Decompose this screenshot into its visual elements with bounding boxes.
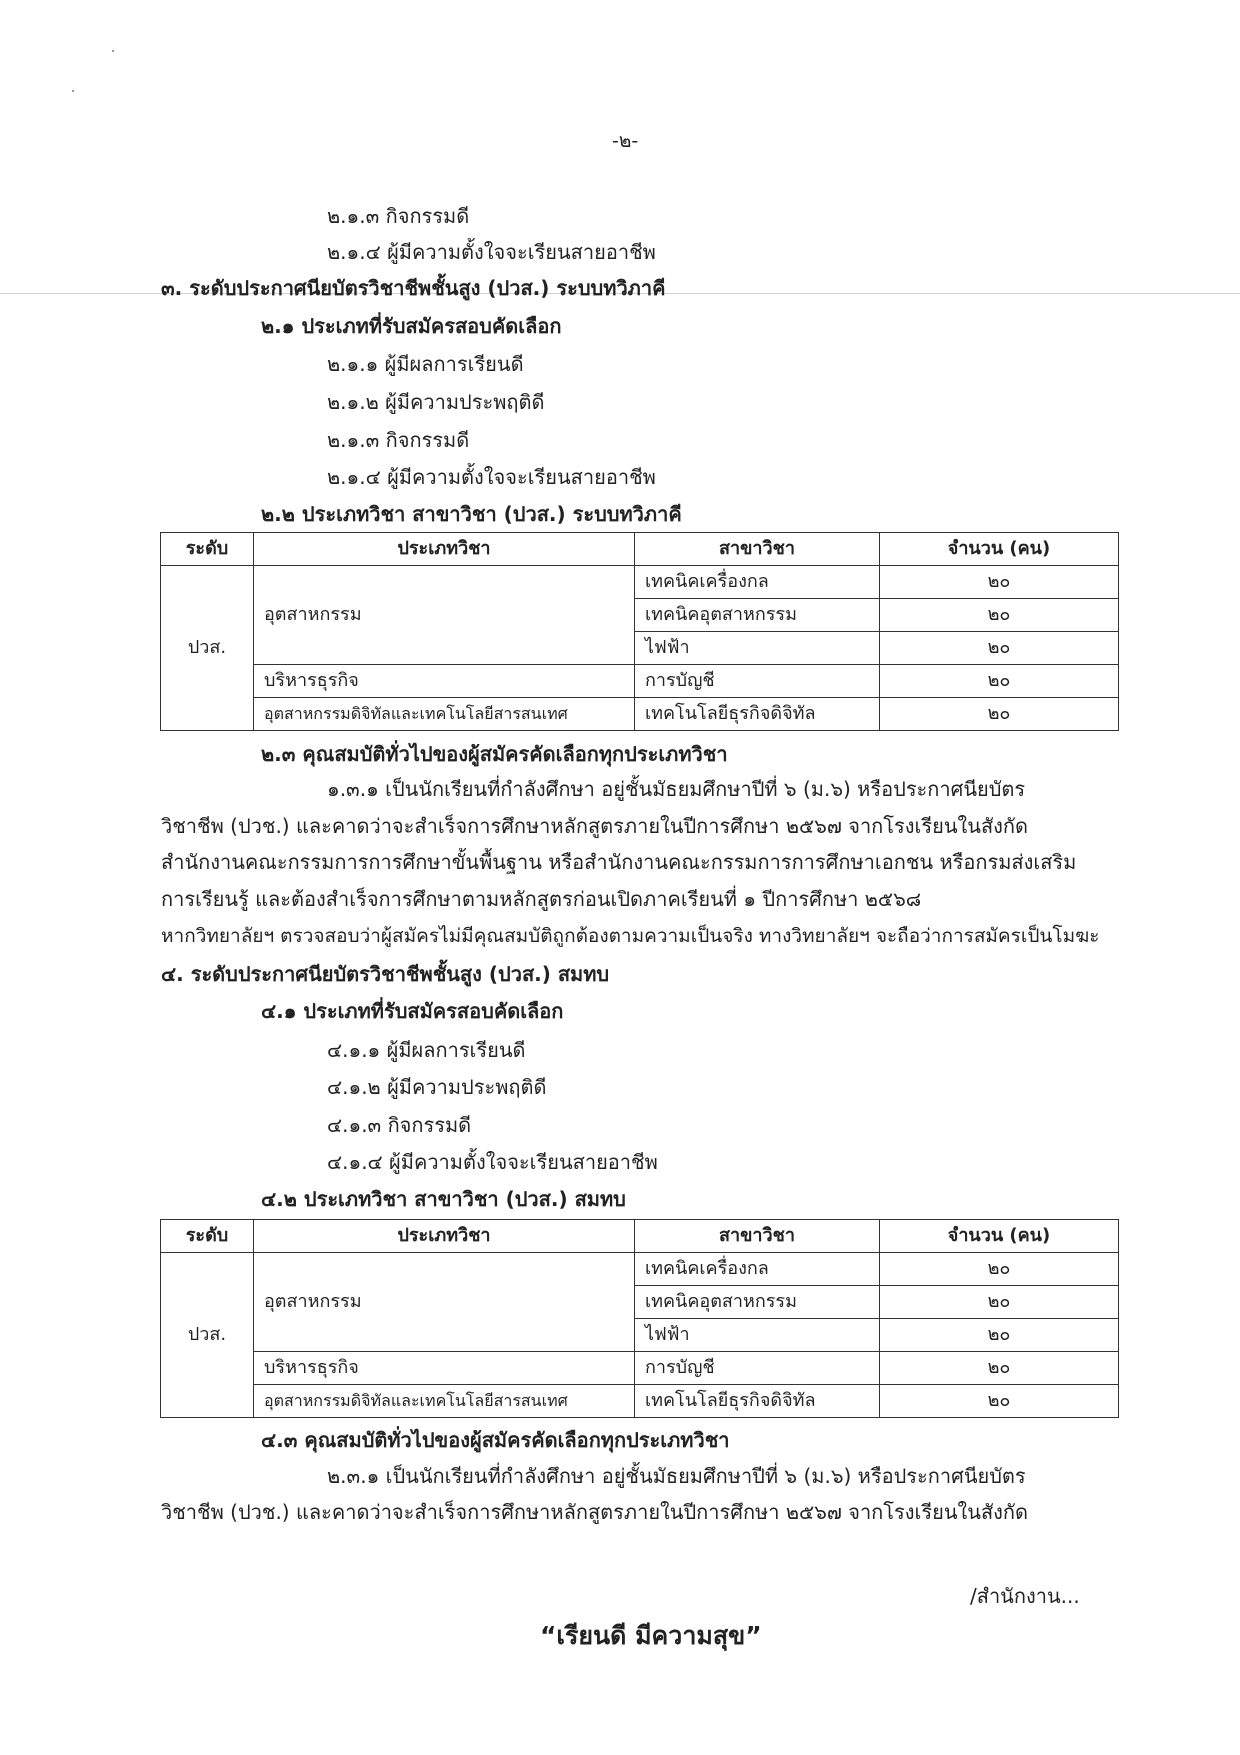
continuation-note: /สำนักงาน... — [970, 1584, 1080, 1608]
scan-speck — [112, 50, 114, 52]
table-header-row — [161, 1220, 1119, 1253]
type-cell: อุตสาหกรรมดิจิทัลและเทคโนโลยีสารสนเทศ — [254, 698, 635, 731]
program-table — [160, 1219, 1119, 1418]
list-item: ๒.๑.๔ ผู้มีความตั้งใจจะเรียนสายอาชีพ — [327, 465, 656, 489]
header-cell: ระดับ — [161, 1220, 254, 1253]
branch-cell: เทคโนโลยีธุรกิจดิจิทัล — [635, 1385, 880, 1418]
table-row — [161, 566, 1119, 599]
count-cell: ๒๐ — [880, 599, 1119, 632]
table-row — [161, 1253, 1119, 1286]
type-cell: บริหารธุรกิจ — [254, 665, 635, 698]
subsection-heading: ๔.๒ ประเภทวิชา สาขาวิชา (ปวส.) สมทบ — [261, 1187, 626, 1211]
level-cell: ปวส. — [161, 566, 254, 731]
paragraph-line: สำนักงานคณะกรรมการการศึกษาขั้นพื้นฐาน หรือสำนักงานคณะกรรมการการศึกษาเอกชน หรือกรมส่งเสริม — [161, 850, 1077, 874]
count-cell: ๒๐ — [880, 1319, 1119, 1352]
branch-cell: เทคโนโลยีธุรกิจดิจิทัล — [635, 698, 880, 731]
subsection-heading: ๒.๒ ประเภทวิชา สาขาวิชา (ปวส.) ระบบทวิภาคี — [261, 502, 682, 526]
count-cell: ๒๐ — [880, 632, 1119, 665]
list-item: ๔.๑.๒ ผู้มีความประพฤติดี — [327, 1075, 547, 1099]
list-item: ๔.๑.๑ ผู้มีผลการเรียนดี — [327, 1038, 526, 1062]
header-cell: จำนวน (คน) — [880, 533, 1119, 566]
branch-cell: การบัญชี — [635, 665, 880, 698]
list-item: ๒.๑.๒ ผู้มีความประพฤติดี — [327, 390, 545, 414]
list-item: ๔.๑.๔ ผู้มีความตั้งใจจะเรียนสายอาชีพ — [327, 1150, 658, 1174]
table-row — [161, 1352, 1119, 1385]
page-number: -๒- — [612, 130, 639, 152]
paragraph-line: ๑.๓.๑ เป็นนักเรียนที่กำลังศึกษา อยู่ชั้นมัธยมศึกษาปีที่ ๖ (ม.๖) หรือประกาศนียบัตร — [327, 777, 1026, 801]
count-cell: ๒๐ — [880, 1385, 1119, 1418]
type-cell: อุตสาหกรรม — [254, 566, 635, 665]
subsection-heading: ๔.๑ ประเภทที่รับสมัครสอบคัดเลือก — [261, 999, 564, 1023]
section-heading: ๓. ระดับประกาศนียบัตรวิชาชีพชั้นสูง (ปวส.) ระบบทวิภาคี — [161, 276, 666, 300]
subsection-heading: ๒.๓ คุณสมบัติทั่วไปของผู้สมัครคัดเลือกทุกประเภทวิชา — [261, 742, 728, 766]
branch-cell: ไฟฟ้า — [635, 632, 880, 665]
count-cell: ๒๐ — [880, 1286, 1119, 1319]
type-cell: อุตสาหกรรมดิจิทัลและเทคโนโลยีสารสนเทศ — [254, 1385, 635, 1418]
header-cell: สาขาวิชา — [635, 533, 880, 566]
list-item: ๒.๑.๓ กิจกรรมดี — [327, 204, 470, 228]
count-cell: ๒๐ — [880, 1352, 1119, 1385]
motto: “เรียนดี มีความสุข” — [540, 1621, 762, 1650]
type-cell: บริหารธุรกิจ — [254, 1352, 635, 1385]
list-item: ๒.๑.๑ ผู้มีผลการเรียนดี — [327, 352, 524, 376]
section-heading: ๔. ระดับประกาศนียบัตรวิชาชีพชั้นสูง (ปวส.) สมทบ — [161, 962, 610, 986]
type-cell: อุตสาหกรรม — [254, 1253, 635, 1352]
paragraph-line: หากวิทยาลัยฯ ตรวจสอบว่าผู้สมัครไม่มีคุณสมบัติถูกต้องตามความเป็นจริง ทางวิทยาลัยฯ จะถือว่าการสมัครเป็นโมฆะ — [161, 925, 1100, 947]
count-cell: ๒๐ — [880, 566, 1119, 599]
table-header-row — [161, 533, 1119, 566]
subsection-heading: ๔.๓ คุณสมบัติทั่วไปของผู้สมัครคัดเลือกทุกประเภทวิชา — [261, 1428, 730, 1452]
header-cell: สาขาวิชา — [635, 1220, 880, 1253]
level-cell: ปวส. — [161, 1253, 254, 1418]
header-cell: ประเภทวิชา — [254, 533, 635, 566]
count-cell: ๒๐ — [880, 1253, 1119, 1286]
paragraph-line: ๒.๓.๑ เป็นนักเรียนที่กำลังศึกษา อยู่ชั้นมัธยมศึกษาปีที่ ๖ (ม.๖) หรือประกาศนียบัตร — [327, 1464, 1026, 1488]
paragraph-line: วิชาชีพ (ปวช.) และคาดว่าจะสำเร็จการศึกษาหลักสูตรภายในปีการศึกษา ๒๕๖๗ จากโรงเรียนในสังกัด — [161, 814, 1029, 838]
branch-cell: เทคนิคอุตสาหกรรม — [635, 1286, 880, 1319]
branch-cell: การบัญชี — [635, 1352, 880, 1385]
branch-cell: ไฟฟ้า — [635, 1319, 880, 1352]
branch-cell: เทคนิคเครื่องกล — [635, 566, 880, 599]
paragraph-line: การเรียนรู้ และต้องสำเร็จการศึกษาตามหลักสูตรก่อนเปิดภาคเรียนที่ ๑ ปีการศึกษา ๒๕๖๘ — [161, 887, 922, 911]
list-item: ๒.๑.๔ ผู้มีความตั้งใจจะเรียนสายอาชีพ — [327, 240, 656, 264]
table-row — [161, 698, 1119, 731]
list-item: ๔.๑.๓ กิจกรรมดี — [327, 1113, 472, 1137]
header-cell: ประเภทวิชา — [254, 1220, 635, 1253]
header-cell: จำนวน (คน) — [880, 1220, 1119, 1253]
branch-cell: เทคนิคอุตสาหกรรม — [635, 599, 880, 632]
scan-speck — [72, 90, 74, 92]
paragraph-line: วิชาชีพ (ปวช.) และคาดว่าจะสำเร็จการศึกษาหลักสูตรภายในปีการศึกษา ๒๕๖๗ จากโรงเรียนในสังกัด — [161, 1500, 1029, 1524]
program-table — [160, 532, 1119, 731]
header-cell: ระดับ — [161, 533, 254, 566]
count-cell: ๒๐ — [880, 698, 1119, 731]
branch-cell: เทคนิคเครื่องกล — [635, 1253, 880, 1286]
count-cell: ๒๐ — [880, 665, 1119, 698]
subsection-heading: ๒.๑ ประเภทที่รับสมัครสอบคัดเลือก — [261, 314, 562, 338]
list-item: ๒.๑.๓ กิจกรรมดี — [327, 428, 470, 452]
table-row — [161, 1385, 1119, 1418]
table-row — [161, 665, 1119, 698]
